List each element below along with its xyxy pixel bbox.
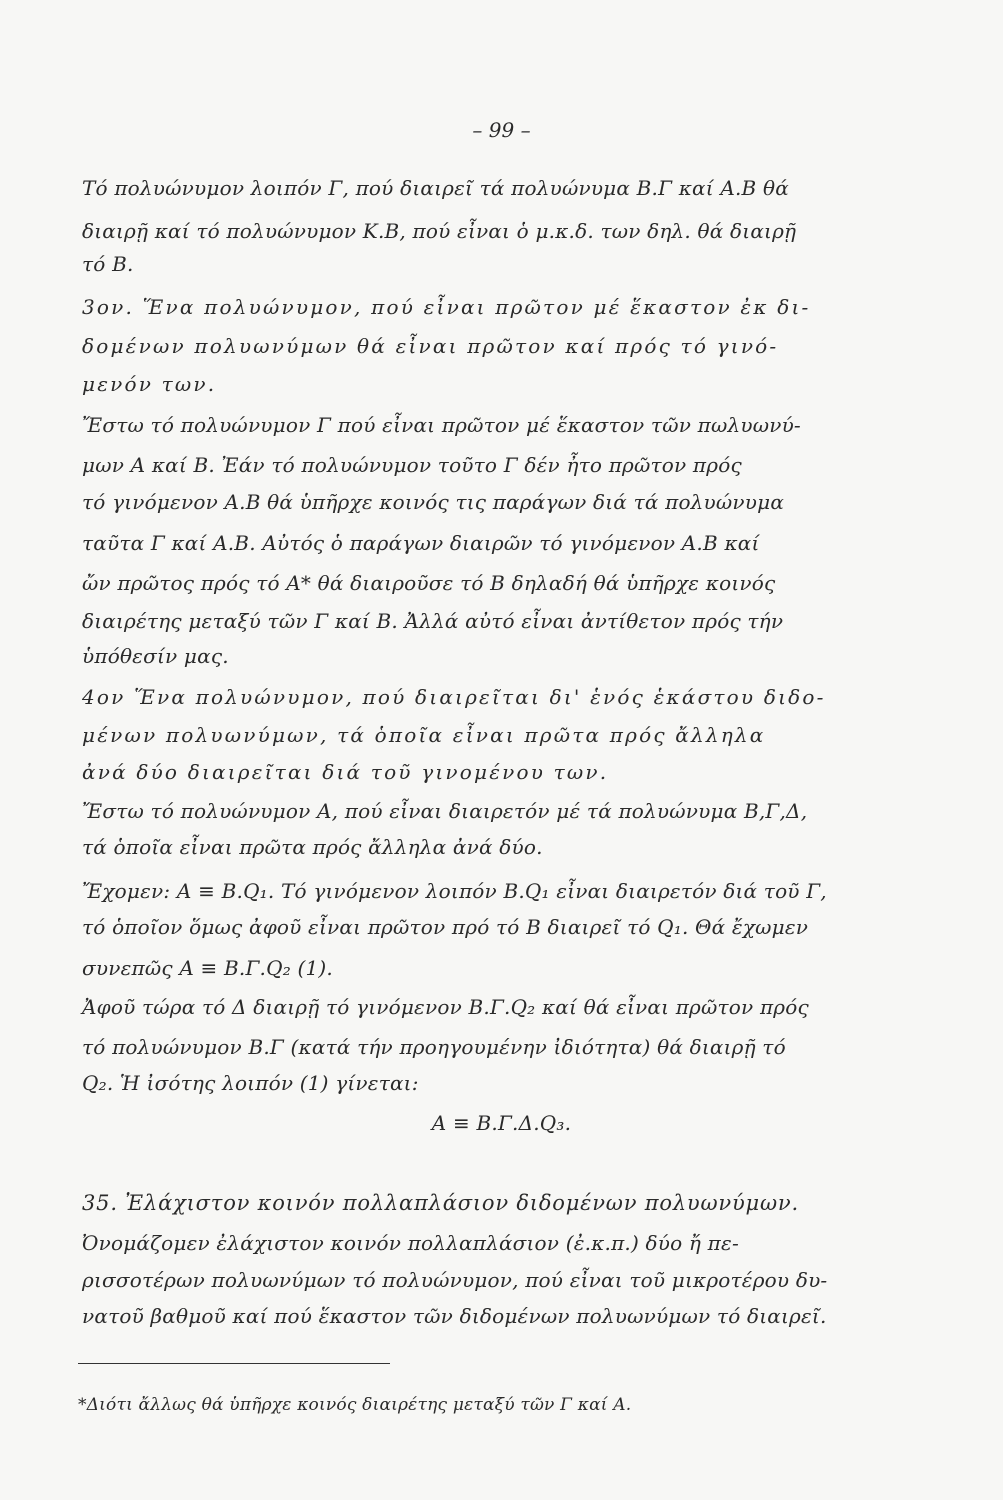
text-line: μενόν των. xyxy=(82,372,217,396)
footnote: *Διότι ἄλλως θά ὑπῆρχε κοινός διαιρέτης μεταξύ τῶν Γ καί Α. xyxy=(78,1395,632,1415)
text-line: τά ὁποῖα εἶναι πρῶτα πρός ἄλληλα ἀνά δύο. xyxy=(82,835,543,859)
text-line: τό γινόμενον Α.Β θά ὑπῆρχε κοινός τις παράγων διά τά πολυώνυμα xyxy=(82,490,785,514)
text-line: Ὀνομάζομεν ἐλάχιστον κοινόν πολλαπλάσιον (ἐ.κ.π.) δύο ἤ πε- xyxy=(82,1231,739,1255)
text-line: ταῦτα Γ καί Α.Β. Αὐτός ὁ παράγων διαιρῶν τό γινόμενον Α.Β καί xyxy=(82,531,760,555)
text-line: ἀνά δύο διαιρεῖται διά τοῦ γινομένου των. xyxy=(82,760,609,784)
text-line: ὑπόθεσίν μας. xyxy=(82,644,229,668)
text-line: μένων πολυωνύμων, τά ὁποῖα εἶναι πρῶτα πρός ἄλληλα xyxy=(82,723,766,747)
section-heading: 35. Ἐλάχιστον κοινόν πολλαπλάσιον διδομένων πολυωνύμων. xyxy=(82,1191,799,1215)
text-line: διαιρέτης μεταξύ τῶν Γ καί Β. Ἀλλά αὐτό εἶναι ἀντίθετον πρός τήν xyxy=(82,609,784,633)
text-line: Τό πολυώνυμον λοιπόν Γ, πού διαιρεῖ τά πολυώνυμα Β.Γ καί Α.Β θά xyxy=(82,176,789,200)
property-4-line: 4ον Ἕνα πολυώνυμον, πού διαιρεῖται δι' ἑνός ἑκάστου διδο- xyxy=(82,685,826,709)
text-line: τό πολυώνυμον Β.Γ (κατά τήν προηγουμένην ἰδιότητα) θά διαιρῇ τό xyxy=(82,1035,786,1059)
text-line: δομένων πολυωνύμων θά εἶναι πρῶτον καί πρός τό γινό- xyxy=(82,334,779,358)
text-line: τό ὁποῖον ὅμως ἀφοῦ εἶναι πρῶτον πρό τό Β διαιρεῖ τό Q₁. Θά ἔχωμεν xyxy=(82,915,809,939)
text-line: διαιρῇ καί τό πολυώνυμον Κ.Β, πού εἶναι ὁ μ.κ.δ. των δηλ. θά διαιρῇ xyxy=(82,219,797,243)
text-line: νατοῦ βαθμοῦ καί πού ἕκαστον τῶν διδομένων πολυωνύμων τό διαιρεῖ. xyxy=(82,1304,827,1328)
text-line: Ἔστω τό πολυώνυμον Α, πού εἶναι διαιρετόν μέ τά πολυώνυμα Β,Γ,Δ, xyxy=(82,799,808,823)
text-line: Ἔχομεν: Α ≡ Β.Q₁. Τό γινόμενον λοιπόν Β.Q₁ εἶναι διαιρετόν διά τοῦ Γ, xyxy=(82,879,827,903)
text-line: Q₂. Ἡ ἰσότης λοιπόν (1) γίνεται: xyxy=(82,1071,419,1095)
equation-line: Α ≡ Β.Γ.Δ.Q₃. xyxy=(431,1111,572,1135)
text-line: Ἀφοῦ τώρα τό Δ διαιρῇ τό γινόμενον Β.Γ.Q₂ καί θά εἶναι πρῶτον πρός xyxy=(82,995,809,1019)
text-line: ὤν πρῶτος πρός τό Α* θά διαιροῦσε τό Β δηλαδή θά ὑπῆρχε κοινός xyxy=(82,571,776,595)
text-line: ρισσοτέρων πολυωνύμων τό πολυώνυμον, πού εἶναι τοῦ μικροτέρου δυ- xyxy=(82,1268,828,1292)
page-number: – 99 – xyxy=(472,118,531,142)
footnote-divider xyxy=(78,1363,390,1364)
text-line: συνεπῶς Α ≡ Β.Γ.Q₂ (1). xyxy=(82,956,333,980)
text-line: Ἔστω τό πολυώνυμον Γ πού εἶναι πρῶτον μέ ἕκαστον τῶν πωλυωνύ- xyxy=(82,413,801,437)
text-line: τό Β. xyxy=(82,252,134,276)
text-line: μων Α καί Β. Ἐάν τό πολυώνυμον τοῦτο Γ δέν ἦτο πρῶτον πρός xyxy=(82,453,742,477)
property-3-line: 3ον. Ἕνα πολυώνυμον, πού εἶναι πρῶτον μέ ἕκαστον ἐκ δι- xyxy=(82,295,811,319)
